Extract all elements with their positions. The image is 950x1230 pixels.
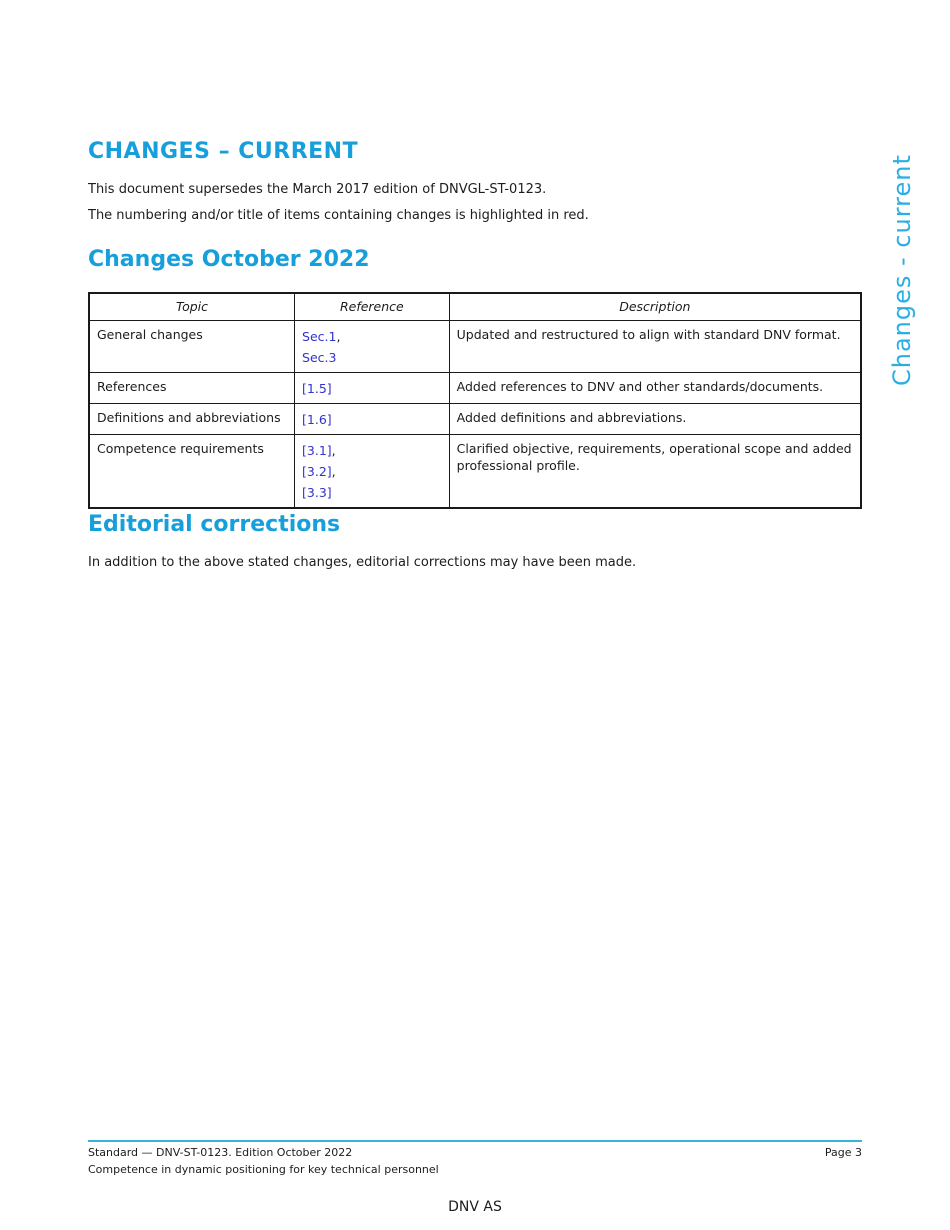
table-row [89,320,861,372]
reference-cell [295,403,450,434]
reference-cell [295,434,450,508]
reference-separator: , [331,463,336,479]
topic-cell: Definitions and abbreviations [89,403,295,434]
reference-line [302,409,442,430]
changes-table [88,292,862,509]
reference-line [302,461,442,482]
section-title-editorial-corrections: Editorial corrections [88,512,341,537]
reference-link[interactable]: [1.5] [302,380,332,396]
footer-standard-edition: Standard — DNV-ST-0123. Edition October 2022 [88,1146,353,1159]
reference-link[interactable]: Sec.1 [302,328,337,344]
reference-link[interactable]: [1.6] [302,411,332,427]
paragraph-numbering-note: The numbering and/or title of items containing changes is highlighted in red. [88,208,589,223]
column-header-description: Description [449,293,861,320]
description-cell: Updated and restructured to align with standard DNV format. [449,320,861,372]
footer-document-subtitle: Competence in dynamic positioning for key technical personnel [88,1163,439,1176]
reference-separator: , [336,328,341,344]
reference-line [302,347,442,368]
topic-cell: General changes [89,320,295,372]
footer-page-number: Page 3 [824,1146,862,1159]
reference-cell [295,320,450,372]
reference-link[interactable]: [3.2] [302,463,332,479]
footer-line-1 [88,1146,862,1160]
paragraph-supersedes: This document supersedes the March 2017 edition of DNVGL-ST-0123. [88,182,547,197]
table-header-row [89,293,861,320]
description-cell: Added references to DNV and other standards/documents. [449,372,861,403]
section-title-changes-current: CHANGES – CURRENT [88,139,359,164]
topic-cell: References [89,372,295,403]
section-title-changes-october-2022: Changes October 2022 [88,247,370,272]
reference-line [302,482,442,503]
reference-link[interactable]: [3.1] [302,442,332,458]
reference-cell [295,372,450,403]
topic-cell: Competence requirements [89,434,295,508]
footer-company-name: DNV AS [448,1199,502,1215]
column-header-reference: Reference [295,293,450,320]
table-row [89,403,861,434]
footer-divider-rule [88,1140,862,1142]
reference-line [302,326,442,347]
reference-link[interactable]: Sec.3 [302,349,337,365]
reference-line [302,378,442,399]
paragraph-editorial: In addition to the above stated changes, editorial corrections may have been made. [88,555,637,570]
reference-separator: , [331,442,336,458]
description-cell: Added definitions and abbreviations. [449,403,861,434]
reference-link[interactable]: [3.3] [302,484,332,500]
table-row [89,372,861,403]
table-row [89,434,861,508]
description-cell: Clarified objective, requirements, operational scope and added professional profile. [449,434,861,508]
reference-line [302,440,442,461]
column-header-topic: Topic [89,293,295,320]
margin-section-label: Changes - current [888,154,916,386]
